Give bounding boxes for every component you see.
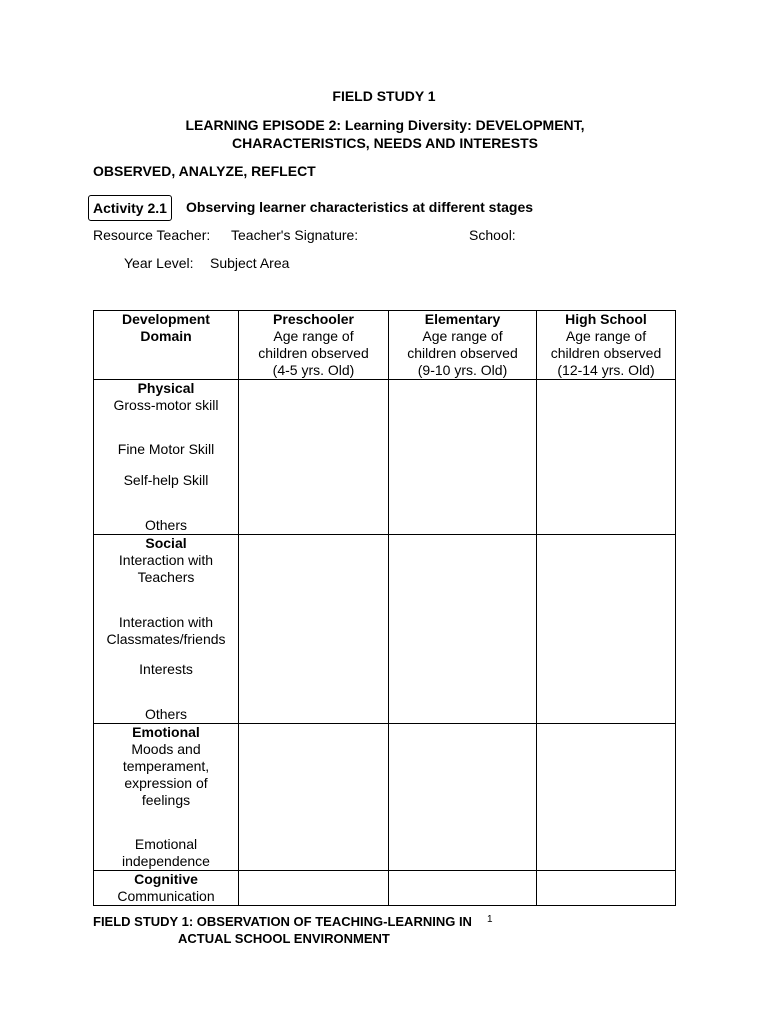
header-sub: (12-14 yrs. Old) (557, 362, 655, 378)
domain-item: independence (122, 853, 210, 869)
header-elementary (389, 311, 537, 380)
observation-cell[interactable] (537, 724, 676, 871)
table-row-physical (94, 380, 676, 535)
observation-cell[interactable] (389, 871, 537, 906)
domain-item: Teachers (137, 569, 195, 585)
observation-cell[interactable] (389, 380, 537, 535)
header-sub: Age range of (422, 328, 503, 344)
header-development-domain (94, 311, 239, 380)
year-level-label: Year Level: (124, 255, 194, 271)
resource-teacher-label: Resource Teacher: (93, 227, 211, 243)
observation-table (93, 310, 676, 906)
domain-cell-cognitive (94, 871, 239, 906)
domain-item: expression of (124, 775, 208, 791)
footer-line-1: FIELD STUDY 1: OBSERVATION OF TEACHING-LEARNING IN (93, 914, 472, 929)
domain-cell-emotional (94, 724, 239, 871)
observation-cell[interactable] (389, 724, 537, 871)
observation-cell[interactable] (389, 535, 537, 724)
domain-item: Classmates/friends (106, 631, 226, 647)
domain-heading: Social (145, 535, 187, 551)
activity-label-box: Activity 2.1 (88, 195, 172, 221)
domain-cell-social (94, 535, 239, 724)
domain-item: Communication (117, 888, 215, 904)
observation-cell[interactable] (239, 535, 389, 724)
observation-cell[interactable] (239, 871, 389, 906)
domain-item: Emotional (134, 836, 198, 852)
footer-line-2: ACTUAL SCHOOL ENVIRONMENT (178, 931, 390, 946)
section-heading: OBSERVED, ANALYZE, REFLECT (93, 163, 316, 179)
header-sub: (9-10 yrs. Old) (417, 362, 508, 378)
table-header-row (94, 311, 676, 380)
domain-item: Others (144, 517, 187, 533)
header-sub: children observed (550, 345, 662, 361)
header-title: Preschooler (273, 311, 354, 327)
header-title-2: Domain (140, 328, 192, 344)
observation-cell[interactable] (239, 380, 389, 535)
page-number: 1 (487, 914, 493, 925)
table-row-social (94, 535, 676, 724)
domain-heading: Cognitive (134, 871, 198, 887)
header-title: Development (122, 311, 210, 327)
header-sub: Age range of (273, 328, 354, 344)
domain-item: Others (144, 706, 187, 722)
document-title: FIELD STUDY 1 (332, 88, 436, 104)
header-preschooler (239, 311, 389, 380)
domain-item: Self-help Skill (123, 472, 209, 488)
observation-cell[interactable] (239, 724, 389, 871)
observation-cell[interactable] (537, 535, 676, 724)
domain-item: feelings (141, 792, 191, 808)
domain-item: Interaction with (118, 552, 214, 568)
episode-line-2: CHARACTERISTICS, NEEDS AND INTERESTS (232, 135, 538, 151)
header-title: Elementary (424, 311, 501, 327)
domain-item: Gross-motor skill (113, 397, 219, 413)
domain-item: Fine Motor Skill (117, 441, 215, 457)
table-row-cognitive (94, 871, 676, 906)
domain-cell-physical (94, 380, 239, 535)
activity-title: Observing learner characteristics at different stages (186, 199, 534, 215)
observation-cell[interactable] (537, 871, 676, 906)
domain-item: Moods and (131, 741, 201, 757)
header-sub: children observed (407, 345, 518, 361)
subject-area-label: Subject Area (210, 255, 290, 271)
episode-line-1: LEARNING EPISODE 2: Learning Diversity: DEVELOPMENT, (185, 117, 585, 133)
table-row-emotional (94, 724, 676, 871)
school-label: School: (469, 227, 516, 243)
header-sub: children observed (258, 345, 369, 361)
domain-item: temperament, (122, 758, 210, 774)
domain-heading: Emotional (132, 724, 200, 740)
header-title: High School (565, 311, 647, 327)
header-high-school (537, 311, 676, 380)
page-footer (93, 913, 472, 947)
episode-heading (140, 116, 630, 152)
header-sub: (4-5 yrs. Old) (272, 362, 355, 378)
signature-label: Teacher's Signature: (231, 227, 359, 243)
domain-item: Interaction with (118, 614, 214, 630)
observation-cell[interactable] (537, 380, 676, 535)
header-sub: Age range of (565, 328, 647, 344)
domain-item: Interests (139, 661, 193, 677)
domain-heading: Physical (137, 380, 195, 396)
